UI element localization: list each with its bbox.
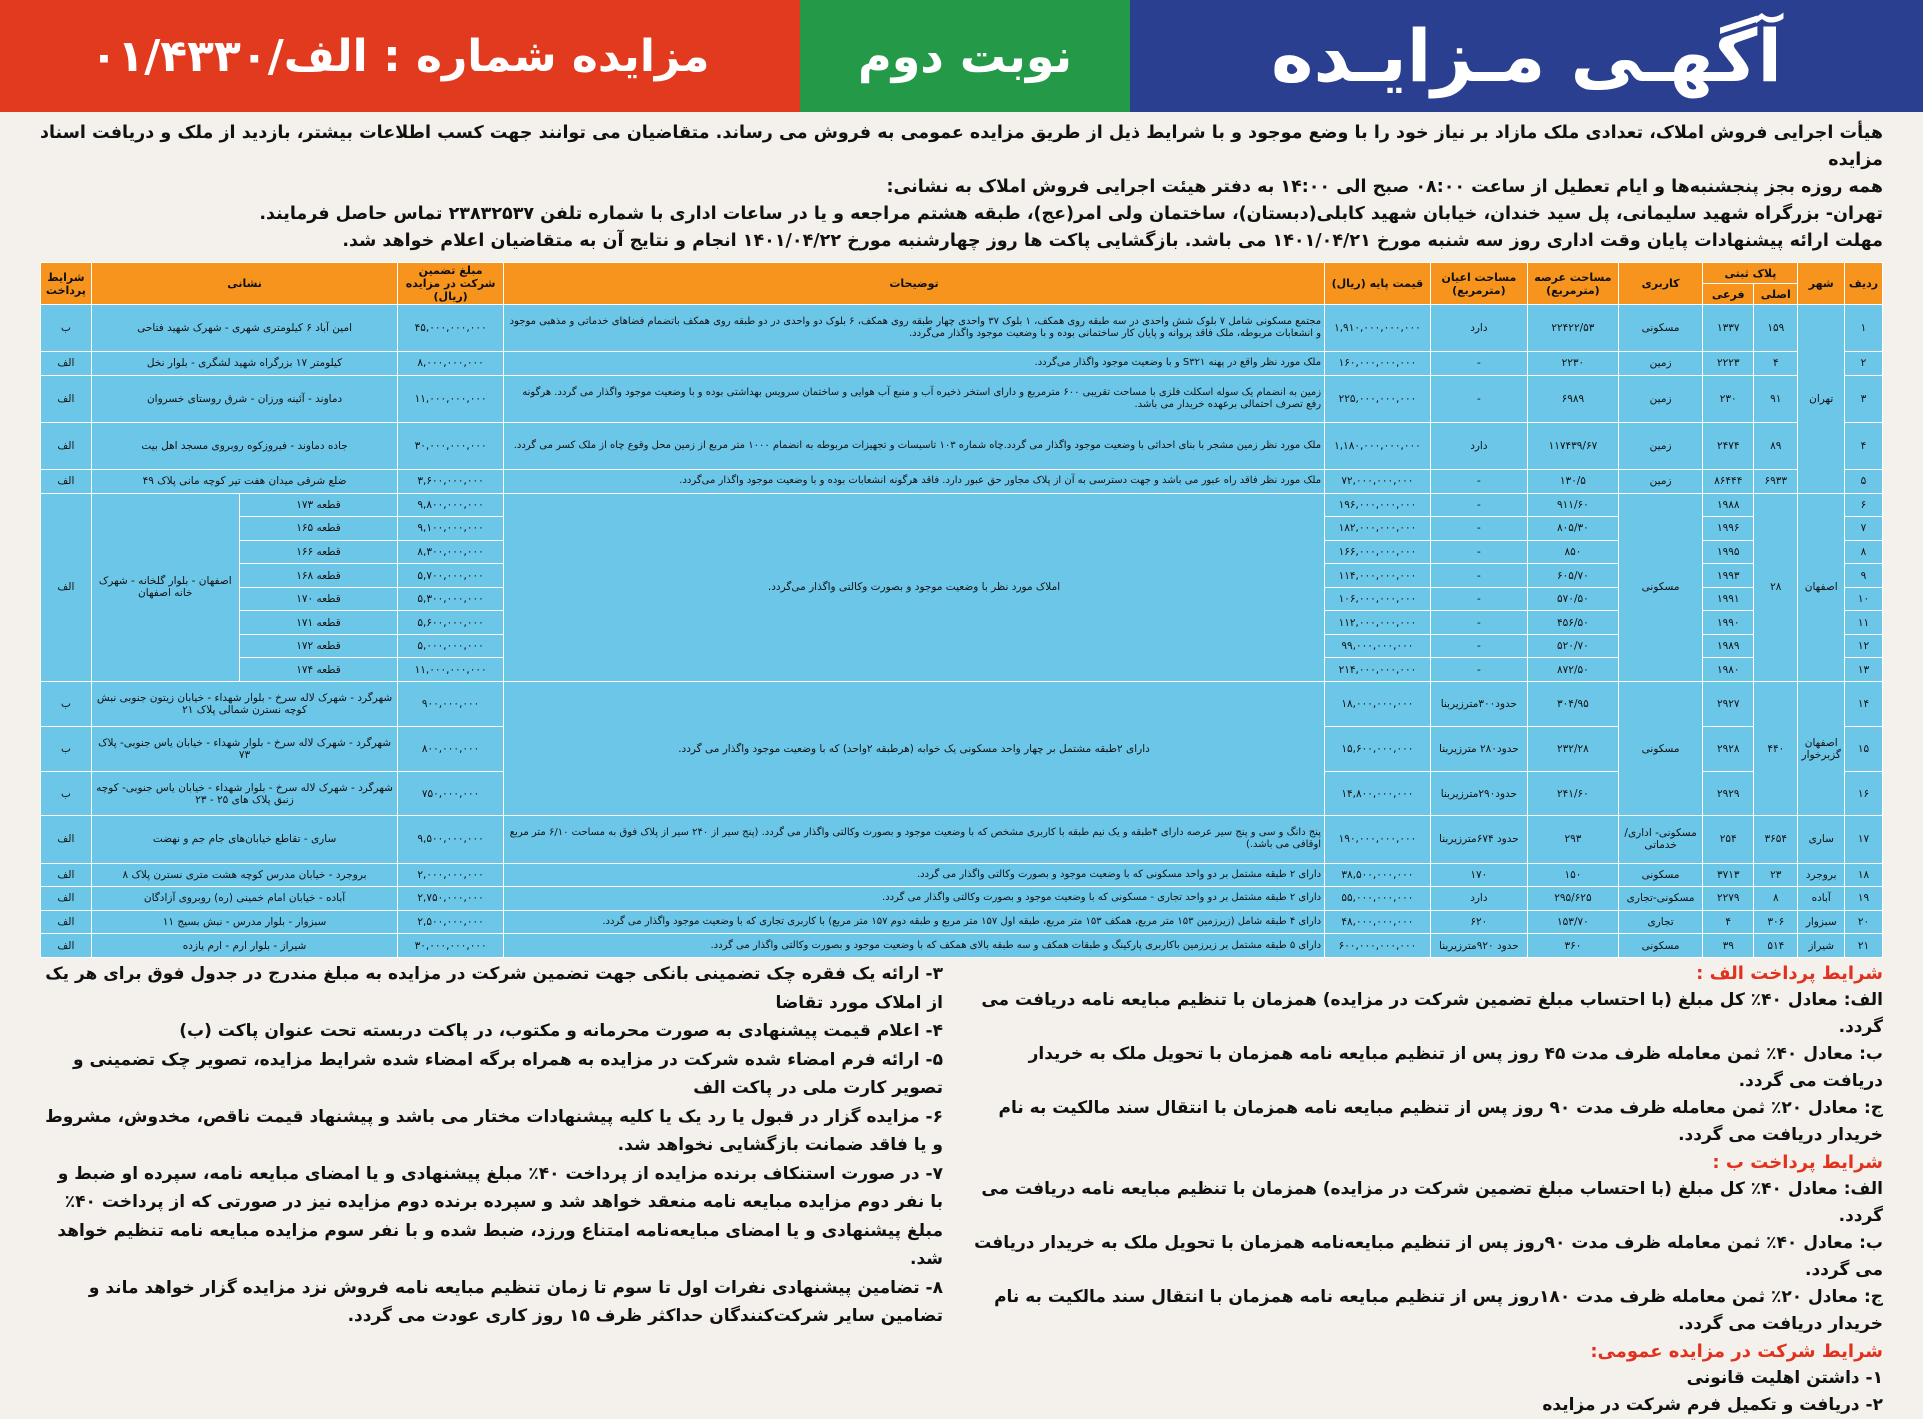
cell-sub: ۸۶۴۴۴ bbox=[1703, 469, 1754, 493]
cell-row: ۷ bbox=[1844, 517, 1882, 541]
cell-usage: مسکونی bbox=[1618, 863, 1703, 887]
cell-deposit: ۴۵,۰۰۰,۰۰۰,۰۰۰ bbox=[398, 305, 504, 352]
cell-main: ۸ bbox=[1754, 887, 1798, 911]
cell-desc: پنج دانگ و سی و پنج سیر عرصه دارای ۴طبقه و یک نیم طبقه با کاربری مشخص که با وضعیت موجود و بصورت وکالتی واگذار می گردد. (پنج سیر از ۲۴۰ سیر از پلاک فوق به مساحت ۶/۱۰ متر مربع اوقافی می باشد.) bbox=[503, 816, 1324, 863]
payment-a-title: شرایط پرداخت الف : bbox=[1696, 963, 1883, 984]
cell-city: اصفهان bbox=[1798, 493, 1844, 682]
condition-item: ۴- اعلام قیمت پیشنهادی به صورت محرمانه و مکتوب، در پاکت دربسته تحت عنوان پاکت (ب) bbox=[179, 1021, 943, 1041]
general-term: ۲- دریافت و تکمیل فرم شرکت در مزایده bbox=[1542, 1395, 1883, 1415]
cell-usage: مسکونی- اداری/ خدماتی bbox=[1618, 816, 1703, 863]
cell-city: ساری bbox=[1798, 816, 1844, 863]
cell-deposit: ۵,۷۰۰,۰۰۰,۰۰۰ bbox=[398, 564, 504, 588]
cell-building: - bbox=[1430, 540, 1527, 564]
cell-main: ۱۵۹ bbox=[1754, 305, 1798, 352]
cell-row: ۲۰ bbox=[1844, 910, 1882, 934]
cell-land: ۱۱۷۴۳۹/۶۷ bbox=[1527, 422, 1618, 469]
cell-row: ۱۳ bbox=[1844, 658, 1882, 682]
cell-price: ۲۱۴,۰۰۰,۰۰۰,۰۰۰ bbox=[1325, 658, 1431, 682]
properties-table-wrapper bbox=[40, 262, 1883, 952]
cell-deposit: ۱۱,۰۰۰,۰۰۰,۰۰۰ bbox=[398, 658, 504, 682]
cell-sub: ۱۹۹۳ bbox=[1703, 564, 1754, 588]
cell-usage: زمین bbox=[1618, 422, 1703, 469]
cell-sub: ۱۹۹۱ bbox=[1703, 587, 1754, 611]
intro-line: همه روزه بجز پنجشنبه‌ها و ایام تعطیل از ساعت ۰۸:۰۰ صبح الی ۱۴:۰۰ به دفتر هیئت اجرایی فروش املاک به نشانی: bbox=[886, 177, 1883, 197]
cell-lot: قطعه ۱۷۳ bbox=[239, 493, 398, 517]
cell-building: حدود۳۰۰مترزیربنا bbox=[1430, 682, 1527, 727]
cell-lot: قطعه ۱۷۴ bbox=[239, 658, 398, 682]
cell-terms: الف bbox=[41, 910, 92, 934]
col-land: مساحت عرصه (مترمربع) bbox=[1527, 263, 1618, 305]
auction-number: مزایده شماره : الف/۰۱/۴۳۳۰ bbox=[90, 30, 710, 82]
cell-sub: ۱۳۳۷ bbox=[1703, 305, 1754, 352]
intro-text bbox=[40, 120, 1883, 255]
cell-land: ۱۳۰/۵ bbox=[1527, 469, 1618, 493]
cell-land: ۵۲۰/۷۰ bbox=[1527, 634, 1618, 658]
cell-terms: ب bbox=[41, 682, 92, 727]
col-address: نشانی bbox=[91, 263, 397, 305]
cell-land: ۶۹۸۹ bbox=[1527, 375, 1618, 422]
cell-building: دارد bbox=[1430, 305, 1527, 352]
cell-deposit: ۳,۶۰۰,۰۰۰,۰۰۰ bbox=[398, 469, 504, 493]
cell-desc: املاک مورد نظر با وضعیت موجود و بصورت وکالتی واگذار می‌گردد. bbox=[503, 493, 1324, 682]
table-row bbox=[41, 493, 1883, 517]
cell-lot: قطعه ۱۷۲ bbox=[239, 634, 398, 658]
cell-city: سبزوار bbox=[1798, 910, 1844, 934]
cell-terms: الف bbox=[41, 493, 92, 682]
cell-lot: قطعه ۱۶۶ bbox=[239, 540, 398, 564]
auction-conditions bbox=[40, 960, 943, 1326]
round-panel bbox=[800, 0, 1130, 112]
cell-price: ۳۸,۵۰۰,۰۰۰,۰۰۰ bbox=[1325, 863, 1431, 887]
condition-item: ۷- در صورت استنکاف برنده مزایده از پرداخت ۴۰٪ مبلغ پیشنهادی و یا امضای مبایعه نامه، سپرده او ضبط و با نفر دوم مزایده مبایعه نامه منعقد خواهد شد و سپرده برنده دوم مزایده نیز در صورتی که از پرداخت ۴۰٪ مبلغ پیشنهادی و یا امضای مبایعه‌نامه امتناع ورزد، ضبط شده و با نفر سوم مزایده مبایعه نامه تنظیم خواهد شد. bbox=[57, 1163, 943, 1269]
cell-usage: تجاری bbox=[1618, 910, 1703, 934]
cell-usage: مسکونی bbox=[1618, 305, 1703, 352]
intro-line: تهران- بزرگراه شهید سلیمانی، پل سید خندان، خیابان شهید کابلی(دبستان)، ساختمان ولی امر(عج)، طبقه هشتم مراجعه و یا در ساعات اداری با شماره تلفن ۲۳۸۳۲۵۳۷ تماس حاصل فرمایند. bbox=[259, 204, 1883, 224]
cell-deposit: ۵,۰۰۰,۰۰۰,۰۰۰ bbox=[398, 634, 504, 658]
cell-deposit: ۸,۰۰۰,۰۰۰,۰۰۰ bbox=[398, 352, 504, 376]
cell-sub: ۴ bbox=[1703, 910, 1754, 934]
cell-building: - bbox=[1430, 587, 1527, 611]
col-usage: کاربری bbox=[1618, 263, 1703, 305]
cell-row: ۱۴ bbox=[1844, 682, 1882, 727]
cell-building: - bbox=[1430, 352, 1527, 376]
payment-b-item: الف: معادل ۴۰٪ کل مبلغ (با احتساب مبلغ تضمین شرکت در مزایده) همزمان با تنظیم مبایعه نامه دریافت می گردد. bbox=[981, 1179, 1883, 1226]
cell-building: - bbox=[1430, 634, 1527, 658]
col-city: شهر bbox=[1798, 263, 1844, 305]
payment-a-item: ب: معادل ۴۰٪ ثمن معامله ظرف مدت ۴۵ روز پس از تنظیم مبایعه نامه همزمان با تحویل ملک به خریدار دریافت می گردد. bbox=[1028, 1044, 1883, 1091]
cell-usage: زمین bbox=[1618, 375, 1703, 422]
banner bbox=[0, 0, 1923, 112]
cell-address: اصفهان - بلوار گلخانه - شهرک خانه اصفهان bbox=[91, 493, 239, 682]
cell-address: ضلع شرقی میدان هفت تیر کوچه مانی پلاک ۴۹ bbox=[91, 469, 397, 493]
cell-desc: دارای ۲ طبقه مشتمل بر دو واحد مسکونی که با وضعیت موجود و بصورت وکالتی واگذار می گردد. bbox=[503, 863, 1324, 887]
table-row bbox=[41, 422, 1883, 469]
table-row bbox=[41, 816, 1883, 863]
col-main: اصلی bbox=[1754, 284, 1798, 305]
cell-building: حدود۲۹۰مترزیربنا bbox=[1430, 771, 1527, 816]
cell-sub: ۱۹۸۹ bbox=[1703, 634, 1754, 658]
table-row bbox=[41, 934, 1883, 958]
cell-land: ۲۹۵/۶۲۵ bbox=[1527, 887, 1618, 911]
cell-land: ۸۵۰ bbox=[1527, 540, 1618, 564]
cell-row: ۱۸ bbox=[1844, 863, 1882, 887]
cell-address: شهرگرد - شهرک لاله سرخ - بلوار شهداء - خیابان یاس جنوبی- کوچه زنبق پلاک های ۲۵ - ۲۳ bbox=[91, 771, 397, 816]
cell-city: شیراز bbox=[1798, 934, 1844, 958]
cell-building: دارد bbox=[1430, 887, 1527, 911]
cell-price: ۱,۹۱۰,۰۰۰,۰۰۰,۰۰۰ bbox=[1325, 305, 1431, 352]
cell-sub: ۱۹۹۵ bbox=[1703, 540, 1754, 564]
auction-round: نوبت دوم bbox=[857, 29, 1072, 83]
cell-row: ۱۱ bbox=[1844, 611, 1882, 635]
condition-item: ۵- ارائه فرم امضاء شده شرکت در مزایده به همراه برگه امضاء شده شرایط مزایده، تصویر چک تضمینی و تصویر کارت ملی در پاکت الف bbox=[72, 1049, 943, 1098]
cell-lot: قطعه ۱۶۵ bbox=[239, 517, 398, 541]
cell-sub: ۲۹۲۷ bbox=[1703, 682, 1754, 727]
table-row bbox=[41, 305, 1883, 352]
cell-main: ۸۹ bbox=[1754, 422, 1798, 469]
cell-land: ۵۷۰/۵۰ bbox=[1527, 587, 1618, 611]
cell-desc: ملک مورد نظر واقع در پهنه S۳۲۱ و با وضعیت موجود واگذار می‌گردد. bbox=[503, 352, 1324, 376]
cell-price: ۱۹۰,۰۰۰,۰۰۰,۰۰۰ bbox=[1325, 816, 1431, 863]
cell-address: شیراز - بلوار ارم - ارم یازده bbox=[91, 934, 397, 958]
cell-sub: ۲۲۲۳ bbox=[1703, 352, 1754, 376]
cell-land: ۳۶۰ bbox=[1527, 934, 1618, 958]
cell-row: ۱۰ bbox=[1844, 587, 1882, 611]
cell-desc: ملک مورد نظر زمین مشجر با بنای احداثی با وضعیت موجود واگذار می گردد.چاه شماره ۱۰۳ تاسیسات و تجهیزات مربوطه به انضمام ۱۰۰۰ متر مربع از زمین محل وقوع چاه از ملک کسر می گردد. bbox=[503, 422, 1324, 469]
cell-land: ۲۳۲/۲۸ bbox=[1527, 726, 1618, 771]
cell-price: ۱۱۴,۰۰۰,۰۰۰,۰۰۰ bbox=[1325, 564, 1431, 588]
cell-price: ۱۵,۶۰۰,۰۰۰,۰۰۰ bbox=[1325, 726, 1431, 771]
cell-desc: دارای ۴ طبقه شامل (زیرزمین ۱۵۳ متر مربع، همکف ۱۵۳ متر مربع، طبقه اول ۱۵۷ متر مربع و طبقه دوم ۱۵۷ متر مربع) با کاربری تجاری که با وضعیت موجود واگذار می گردد. bbox=[503, 910, 1324, 934]
properties-table bbox=[40, 262, 1883, 958]
col-row: ردیف bbox=[1844, 263, 1882, 305]
cell-address: امین آباد ۶ کیلومتری شهری - شهرک شهید فتاحی bbox=[91, 305, 397, 352]
table-row bbox=[41, 352, 1883, 376]
cell-deposit: ۵,۶۰۰,۰۰۰,۰۰۰ bbox=[398, 611, 504, 635]
cell-sub: ۱۹۸۸ bbox=[1703, 493, 1754, 517]
cell-land: ۶۰۵/۷۰ bbox=[1527, 564, 1618, 588]
cell-price: ۴۸,۰۰۰,۰۰۰,۰۰۰ bbox=[1325, 910, 1431, 934]
cell-land: ۱۵۰ bbox=[1527, 863, 1618, 887]
cell-building: ۱۷۰ bbox=[1430, 863, 1527, 887]
cell-land: ۹۱۱/۶۰ bbox=[1527, 493, 1618, 517]
cell-row: ۲۱ bbox=[1844, 934, 1882, 958]
cell-desc: دارای ۲ طبقه مشتمل بر دو واحد تجاری - مسکونی که با وضعیت موجود و بصورت وکالتی واگذار می گردد. bbox=[503, 887, 1324, 911]
cell-building: حدود ۹۲۰مترزیربنا bbox=[1430, 934, 1527, 958]
cell-land: ۲۲۳۰ bbox=[1527, 352, 1618, 376]
cell-main: ۲۸ bbox=[1754, 493, 1798, 682]
cell-usage: مسکونی-تجاری bbox=[1618, 887, 1703, 911]
cell-sub: ۲۵۴ bbox=[1703, 816, 1754, 863]
table-row bbox=[41, 682, 1883, 727]
cell-address: ساری - تقاطع خیابان‌های جام جم و نهضت bbox=[91, 816, 397, 863]
cell-address: سبزوار - بلوار مدرس - نبش بسیج ۱۱ bbox=[91, 910, 397, 934]
cell-deposit: ۲,۷۵۰,۰۰۰,۰۰۰ bbox=[398, 887, 504, 911]
cell-desc: ملک مورد نظر فاقد راه عبور می باشد و جهت دسترسی به آن از پلاک مجاور حق عبور دارد. فاقد هرگونه انشعابات بوده و با وضعیت موجود واگذار می‌گردد. bbox=[503, 469, 1324, 493]
cell-deposit: ۹۰۰,۰۰۰,۰۰۰ bbox=[398, 682, 504, 727]
cell-deposit: ۵,۳۰۰,۰۰۰,۰۰۰ bbox=[398, 587, 504, 611]
cell-address: جاده دماوند - فیروزکوه روبروی مسجد اهل بیت bbox=[91, 422, 397, 469]
cell-deposit: ۹,۵۰۰,۰۰۰,۰۰۰ bbox=[398, 816, 504, 863]
cell-desc: دارای ۲طبقه مشتمل بر چهار واحد مسکونی یک خوابه (هرطبقه ۲واحد) که با وضعیت موجود واگذار می گردد. bbox=[503, 682, 1324, 816]
cell-desc: دارای ۵ طبقه مشتمل بر زیرزمین باکاربری پارکینگ و طبقات همکف و سه طبقه بالای همکف که با وضعیت موجود و بصورت وکالتی واگذار می گردد. bbox=[503, 934, 1324, 958]
cell-lot: قطعه ۱۶۸ bbox=[239, 564, 398, 588]
cell-building: - bbox=[1430, 469, 1527, 493]
payment-b-title: شرایط پرداخت ب : bbox=[1712, 1152, 1883, 1173]
cell-terms: الف bbox=[41, 469, 92, 493]
cell-building: - bbox=[1430, 611, 1527, 635]
auction-title: آگهـی مـزایـده bbox=[1271, 14, 1782, 98]
cell-deposit: ۸,۳۰۰,۰۰۰,۰۰۰ bbox=[398, 540, 504, 564]
cell-deposit: ۸۰۰,۰۰۰,۰۰۰ bbox=[398, 726, 504, 771]
table-row bbox=[41, 469, 1883, 493]
cell-land: ۳۰۴/۹۵ bbox=[1527, 682, 1618, 727]
cell-deposit: ۹,۱۰۰,۰۰۰,۰۰۰ bbox=[398, 517, 504, 541]
cell-city: آباده bbox=[1798, 887, 1844, 911]
table-row bbox=[41, 887, 1883, 911]
cell-sub: ۱۹۹۰ bbox=[1703, 611, 1754, 635]
cell-main: ۹۱ bbox=[1754, 375, 1798, 422]
general-term: ۱- داشتن اهلیت قانونی bbox=[1686, 1368, 1883, 1388]
cell-terms: الف bbox=[41, 422, 92, 469]
cell-row: ۱۲ bbox=[1844, 634, 1882, 658]
cell-building: - bbox=[1430, 375, 1527, 422]
cell-main: ۵۱۴ bbox=[1754, 934, 1798, 958]
cell-price: ۱۶۰,۰۰۰,۰۰۰,۰۰۰ bbox=[1325, 352, 1431, 376]
cell-building: - bbox=[1430, 564, 1527, 588]
col-sub: فرعی bbox=[1703, 284, 1754, 305]
cell-row: ۱۵ bbox=[1844, 726, 1882, 771]
cell-lot: قطعه ۱۷۱ bbox=[239, 611, 398, 635]
cell-terms: الف bbox=[41, 887, 92, 911]
cell-terms: الف bbox=[41, 934, 92, 958]
cell-land: ۲۹۳ bbox=[1527, 816, 1618, 863]
condition-item: ۶- مزایده گزار در قبول یا رد یک یا کلیه پیشنهادات مختار می باشد و پیشنهاد قیمت ناقص، مخدوش، مشروط و یا فاقد ضمانت بازگشایی نخواهد شد. bbox=[45, 1106, 943, 1155]
condition-item: ۸- تضامین پیشنهادی نفرات اول تا سوم تا زمان تنظیم مبایعه نامه فروش نزد مزایده گزار خواهد ماند و تضامین سایر شرکت‌کنندگان حداکثر ظرف ۱۵ روز کاری عودت می گردد. bbox=[88, 1277, 943, 1326]
col-desc: توضیحات bbox=[503, 263, 1324, 305]
cell-sub: ۲۲۷۹ bbox=[1703, 887, 1754, 911]
cell-address: بروجرد - خیابان مدرس کوچه هشت متری نسترن پلاک ۸ bbox=[91, 863, 397, 887]
cell-terms: ب bbox=[41, 305, 92, 352]
cell-row: ۱۶ bbox=[1844, 771, 1882, 816]
cell-main: ۳۶۵۴ bbox=[1754, 816, 1798, 863]
cell-price: ۱۶۶,۰۰۰,۰۰۰,۰۰۰ bbox=[1325, 540, 1431, 564]
cell-deposit: ۳۰,۰۰۰,۰۰۰,۰۰۰ bbox=[398, 422, 504, 469]
cell-deposit: ۱۱,۰۰۰,۰۰۰,۰۰۰ bbox=[398, 375, 504, 422]
cell-row: ۱ bbox=[1844, 305, 1882, 352]
cell-row: ۹ bbox=[1844, 564, 1882, 588]
cell-land: ۲۲۴۲۲/۵۳ bbox=[1527, 305, 1618, 352]
cell-sub: ۲۹۲۹ bbox=[1703, 771, 1754, 816]
cell-sub: ۱۹۹۶ bbox=[1703, 517, 1754, 541]
terms-section bbox=[40, 960, 1883, 1415]
cell-price: ۱۰۶,۰۰۰,۰۰۰,۰۰۰ bbox=[1325, 587, 1431, 611]
cell-address: شهرگرد - شهرک لاله سرخ - بلوار شهداء - خیابان یاس جنوبی- پلاک ۷۳ bbox=[91, 726, 397, 771]
auction-number-panel bbox=[0, 0, 800, 112]
cell-price: ۵۵,۰۰۰,۰۰۰,۰۰۰ bbox=[1325, 887, 1431, 911]
cell-sub: ۲۹۲۸ bbox=[1703, 726, 1754, 771]
cell-row: ۳ bbox=[1844, 375, 1882, 422]
col-price: قیمت پایه (ریال) bbox=[1325, 263, 1431, 305]
cell-terms: الف bbox=[41, 375, 92, 422]
cell-land: ۸۰۵/۳۰ bbox=[1527, 517, 1618, 541]
cell-price: ۱۴,۸۰۰,۰۰۰,۰۰۰ bbox=[1325, 771, 1431, 816]
table-header-row bbox=[41, 263, 1883, 284]
cell-city: تهران bbox=[1798, 305, 1844, 494]
cell-price: ۹۹,۰۰۰,۰۰۰,۰۰۰ bbox=[1325, 634, 1431, 658]
payment-a-item: ج: معادل ۲۰٪ ثمن معامله ظرف مدت ۹۰ روز پس از تنظیم مبایعه نامه همزمان با انتقال سند مالکیت به نام خریدار دریافت می گردد. bbox=[998, 1098, 1883, 1145]
table-row bbox=[41, 375, 1883, 422]
cell-building: - bbox=[1430, 658, 1527, 682]
cell-city: بروجرد bbox=[1798, 863, 1844, 887]
intro-line: هیأت اجرایی فروش املاک، تعدادی ملک مازاد بر نیاز خود را با وضع موجود و با شرایط ذیل از طریق مزایده عمومی به فروش می رساند. متقاضیان می توانند جهت کسب اطلاعات بیشتر، بازدید از ملک و دریافت اسناد مزایده bbox=[40, 123, 1883, 170]
cell-land: ۸۷۲/۵۰ bbox=[1527, 658, 1618, 682]
general-terms-title: شرایط شرکت در مزایده عمومی: bbox=[1590, 1341, 1883, 1362]
cell-deposit: ۲,۰۰۰,۰۰۰,۰۰۰ bbox=[398, 863, 504, 887]
condition-item: ۳- ارائه یک فقره چک تضمینی بانکی جهت تضمین شرکت در مزایده به مبلغ مندرج در جدول فوق برای هر یک از املاک مورد تقاضا bbox=[45, 964, 943, 1013]
cell-sub: ۳۷۱۳ bbox=[1703, 863, 1754, 887]
cell-price: ۷۲,۰۰۰,۰۰۰,۰۰۰ bbox=[1325, 469, 1431, 493]
cell-main: ۴ bbox=[1754, 352, 1798, 376]
cell-price: ۱۹۶,۰۰۰,۰۰۰,۰۰۰ bbox=[1325, 493, 1431, 517]
col-terms: شرایط پرداخت bbox=[41, 263, 92, 305]
cell-main: ۲۳ bbox=[1754, 863, 1798, 887]
cell-land: ۱۵۳/۷۰ bbox=[1527, 910, 1618, 934]
cell-usage: زمین bbox=[1618, 469, 1703, 493]
cell-address: کیلومتر ۱۷ بزرگراه شهید لشگری - بلوار نخل bbox=[91, 352, 397, 376]
cell-terms: الف bbox=[41, 863, 92, 887]
intro-line: مهلت ارائه پیشنهادات پایان وقت اداری روز سه شنبه مورخ ۱۴۰۱/۰۴/۲۱ می باشد. بازگشایی پاکت ها روز چهارشنبه مورخ ۱۴۰۱/۰۴/۲۲ انجام و نتایج آن به متقاضیان اعلام خواهد شد. bbox=[342, 231, 1883, 251]
cell-sub: ۲۳۰ bbox=[1703, 375, 1754, 422]
cell-desc: مجتمع مسکونی شامل ۷ بلوک شش واحدی در سه طبقه روی همکف، ۱ بلوک ۳۷ واحدی چهار طبقه روی همکف، ۶ بلوک دو واحدی در دو طبقه روی همکف باتضمام فضاهای خدماتی و مذهبی موجود و انشعابات مربوطه، ملک فاقد پروانه و پایان کار ساختمانی بوده و با وضعیت موجود واگذار می‌گردد. bbox=[503, 305, 1324, 352]
cell-lot: قطعه ۱۷۰ bbox=[239, 587, 398, 611]
cell-main: ۶۹۳۳ bbox=[1754, 469, 1798, 493]
cell-row: ۶ bbox=[1844, 493, 1882, 517]
col-plaque: پلاک ثبتی bbox=[1703, 263, 1798, 284]
cell-terms: ب bbox=[41, 726, 92, 771]
cell-usage: مسکونی bbox=[1618, 682, 1703, 816]
cell-usage: زمین bbox=[1618, 352, 1703, 376]
cell-building: - bbox=[1430, 517, 1527, 541]
cell-terms: الف bbox=[41, 352, 92, 376]
table-row bbox=[41, 863, 1883, 887]
cell-address: آباده - خیابان امام خمینی (ره) روبروی آزادگان bbox=[91, 887, 397, 911]
cell-building: حدود ۶۷۴مترزیربنا bbox=[1430, 816, 1527, 863]
payment-terms bbox=[943, 960, 1883, 1415]
cell-building: ۶۲۰ bbox=[1430, 910, 1527, 934]
cell-row: ۲ bbox=[1844, 352, 1882, 376]
cell-main: ۳۰۶ bbox=[1754, 910, 1798, 934]
cell-address: شهرگرد - شهرک لاله سرخ - بلوار شهداء - خیابان زیتون جنوبی نبش کوچه نسترن شمالی پلاک ۲۱ bbox=[91, 682, 397, 727]
cell-price: ۱۸,۰۰۰,۰۰۰,۰۰۰ bbox=[1325, 682, 1431, 727]
cell-land: ۴۵۶/۵۰ bbox=[1527, 611, 1618, 635]
cell-row: ۸ bbox=[1844, 540, 1882, 564]
payment-a-item: الف: معادل ۴۰٪ کل مبلغ (با احتساب مبلغ تضمین شرکت در مزایده) همزمان با تنظیم مبایعه نامه دریافت می گردد. bbox=[981, 990, 1883, 1037]
cell-row: ۱۷ bbox=[1844, 816, 1882, 863]
cell-usage: مسکونی bbox=[1618, 493, 1703, 682]
cell-building: - bbox=[1430, 493, 1527, 517]
cell-land: ۲۴۱/۶۰ bbox=[1527, 771, 1618, 816]
cell-deposit: ۲,۵۰۰,۰۰۰,۰۰۰ bbox=[398, 910, 504, 934]
cell-row: ۱۹ bbox=[1844, 887, 1882, 911]
cell-sub: ۲۴۷۴ bbox=[1703, 422, 1754, 469]
col-building: مساحت اعیان (مترمربع) bbox=[1430, 263, 1527, 305]
col-deposit: مبلغ تضمین شرکت در مزایده (ریال) bbox=[398, 263, 504, 305]
cell-building: دارد bbox=[1430, 422, 1527, 469]
cell-price: ۱,۱۸۰,۰۰۰,۰۰۰,۰۰۰ bbox=[1325, 422, 1431, 469]
title-panel bbox=[1130, 0, 1923, 112]
table-row bbox=[41, 910, 1883, 934]
cell-deposit: ۳۰,۰۰۰,۰۰۰,۰۰۰ bbox=[398, 934, 504, 958]
cell-sub: ۳۹ bbox=[1703, 934, 1754, 958]
cell-deposit: ۷۵۰,۰۰۰,۰۰۰ bbox=[398, 771, 504, 816]
cell-deposit: ۹,۸۰۰,۰۰۰,۰۰۰ bbox=[398, 493, 504, 517]
cell-price: ۶۰۰,۰۰۰,۰۰۰,۰۰۰ bbox=[1325, 934, 1431, 958]
cell-city: اصفهان گزبرخوار bbox=[1798, 682, 1844, 816]
cell-row: ۴ bbox=[1844, 422, 1882, 469]
payment-b-item: ج: معادل ۲۰٪ ثمن معامله ظرف مدت ۱۸۰روز پس از تنظیم مبایعه نامه همزمان با انتقال سند مالکیت به نام خریدار دریافت می گردد. bbox=[994, 1287, 1883, 1334]
cell-building: حدود۲۸۰ مترزیربنا bbox=[1430, 726, 1527, 771]
cell-terms: الف bbox=[41, 816, 92, 863]
cell-price: ۱۱۲,۰۰۰,۰۰۰,۰۰۰ bbox=[1325, 611, 1431, 635]
payment-b-item: ب: معادل ۴۰٪ ثمن معامله ظرف مدت ۹۰روز پس از تنظیم مبایعه‌نامه همزمان با تحویل ملک به خریدار دریافت می گردد. bbox=[974, 1233, 1883, 1280]
cell-address: دماوند - آئینه ورزان - شرق روستای خسروان bbox=[91, 375, 397, 422]
cell-desc: زمین به انضمام یک سوله اسکلت فلزی با مساحت تقریبی ۶۰۰ مترمربع و دارای استخر ذخیره آب و منبع آب هوایی و ساختمان سرویس بهداشتی بوده و با وضعیت موجود واگذار می گردد. هرگونه رفع تصرف احتمالی برعهده خریدار می باشد. bbox=[503, 375, 1324, 422]
cell-row: ۵ bbox=[1844, 469, 1882, 493]
cell-sub: ۱۹۸۰ bbox=[1703, 658, 1754, 682]
cell-price: ۱۸۲,۰۰۰,۰۰۰,۰۰۰ bbox=[1325, 517, 1431, 541]
cell-usage: مسکونی bbox=[1618, 934, 1703, 958]
cell-terms: ب bbox=[41, 771, 92, 816]
cell-price: ۲۲۵,۰۰۰,۰۰۰,۰۰۰ bbox=[1325, 375, 1431, 422]
cell-main: ۴۴۰ bbox=[1754, 682, 1798, 816]
